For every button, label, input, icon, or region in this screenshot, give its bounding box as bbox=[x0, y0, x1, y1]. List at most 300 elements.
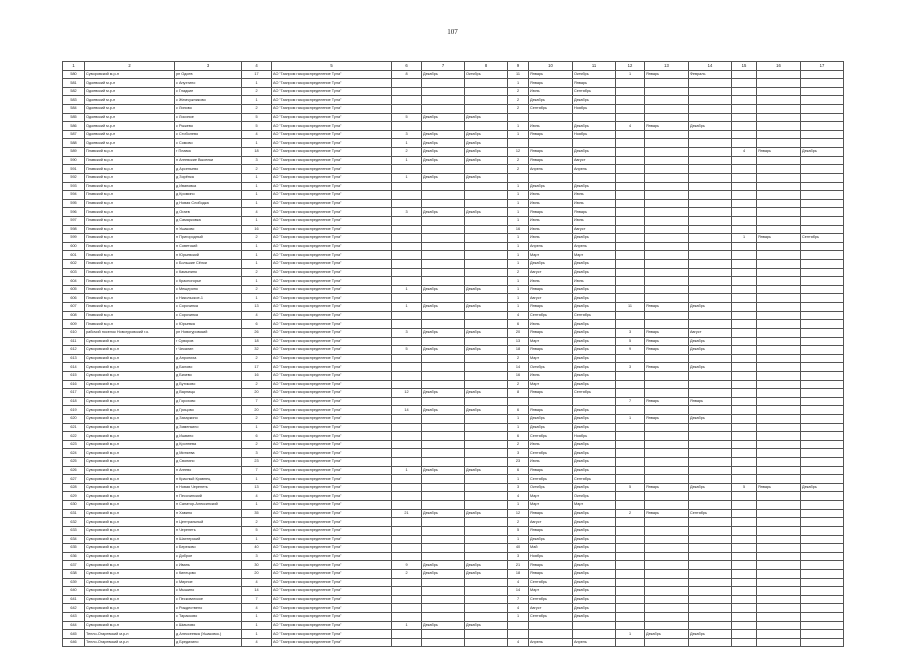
table-cell bbox=[645, 234, 689, 243]
table-cell: 1 bbox=[508, 208, 529, 217]
table-cell: с Доброе bbox=[175, 552, 242, 561]
table-cell bbox=[422, 268, 465, 277]
table-cell bbox=[757, 466, 801, 475]
table-cell bbox=[465, 225, 508, 234]
table-cell bbox=[757, 544, 801, 553]
table-cell bbox=[645, 354, 689, 363]
table-cell: Декабрь bbox=[465, 113, 508, 122]
table-cell bbox=[757, 526, 801, 535]
table-cell bbox=[732, 130, 757, 139]
table-cell: Суворовский м.р-н bbox=[85, 354, 175, 363]
table-cell bbox=[757, 191, 801, 200]
table-row bbox=[63, 165, 844, 174]
table-cell: Январь bbox=[529, 406, 573, 415]
table-cell bbox=[573, 113, 616, 122]
table-cell bbox=[616, 526, 645, 535]
table-cell: Декабрь bbox=[529, 260, 573, 269]
table-cell: 16 bbox=[508, 371, 529, 380]
table-cell: 1 bbox=[242, 501, 272, 510]
table-cell: 1 bbox=[392, 156, 422, 165]
table-cell bbox=[465, 234, 508, 243]
table-cell: 1 bbox=[508, 122, 529, 131]
table-cell: 1 bbox=[242, 423, 272, 432]
table-cell: Декабрь bbox=[465, 389, 508, 398]
table-cell bbox=[616, 294, 645, 303]
table-cell bbox=[801, 87, 844, 96]
table-cell bbox=[465, 483, 508, 492]
table-cell bbox=[689, 139, 732, 148]
table-cell bbox=[757, 535, 801, 544]
table-cell bbox=[616, 165, 645, 174]
table-cell: д Новая Слободка bbox=[175, 199, 242, 208]
table-cell: Декабрь bbox=[422, 328, 465, 337]
table-cell: Суворовский м.р-н bbox=[85, 526, 175, 535]
table-cell: АО "Газпром газораспределение Тула" bbox=[272, 544, 392, 553]
table-cell bbox=[508, 139, 529, 148]
table-row bbox=[63, 501, 844, 510]
table-cell bbox=[757, 346, 801, 355]
table-cell: Март bbox=[529, 501, 573, 510]
table-cell: Декабрь bbox=[465, 509, 508, 518]
table-cell bbox=[392, 587, 422, 596]
table-cell: 1 bbox=[616, 414, 645, 423]
table-cell: Октябрь bbox=[465, 70, 508, 79]
table-cell: Декабрь bbox=[465, 285, 508, 294]
table-cell: Декабрь bbox=[465, 130, 508, 139]
table-cell: 3 bbox=[392, 208, 422, 217]
table-cell: Декабрь bbox=[573, 613, 616, 622]
table-cell: 2 bbox=[508, 440, 529, 449]
table-cell bbox=[801, 414, 844, 423]
table-cell bbox=[689, 578, 732, 587]
table-cell bbox=[392, 191, 422, 200]
table-cell: Сентябрь bbox=[529, 578, 573, 587]
table-cell: с Мирное bbox=[175, 578, 242, 587]
table-cell bbox=[801, 389, 844, 398]
table-cell bbox=[465, 526, 508, 535]
table-cell bbox=[689, 320, 732, 329]
table-cell bbox=[645, 285, 689, 294]
table-cell: Плавский м.р-н bbox=[85, 320, 175, 329]
table-cell: 12 bbox=[392, 389, 422, 398]
table-cell: 1 bbox=[508, 303, 529, 312]
table-cell bbox=[392, 260, 422, 269]
table-cell bbox=[465, 458, 508, 467]
table-cell bbox=[732, 242, 757, 251]
table-cell: Январь bbox=[645, 328, 689, 337]
table-cell bbox=[392, 423, 422, 432]
table-cell bbox=[689, 501, 732, 510]
table-cell: 1 bbox=[242, 96, 272, 105]
table-cell: Суворовский м.р-н bbox=[85, 535, 175, 544]
table-cell bbox=[645, 225, 689, 234]
table-cell bbox=[689, 165, 732, 174]
table-cell bbox=[732, 268, 757, 277]
table-cell bbox=[616, 440, 645, 449]
table-cell: АО "Газпром газораспределение Тула" bbox=[272, 449, 392, 458]
table-cell bbox=[645, 311, 689, 320]
table-cell bbox=[801, 285, 844, 294]
table-cell: 605 bbox=[63, 285, 85, 294]
table-cell: Июнь bbox=[529, 216, 573, 225]
table-cell bbox=[757, 380, 801, 389]
table-cell: 1 bbox=[508, 130, 529, 139]
table-cell: 20 bbox=[242, 389, 272, 398]
table-cell: 1 bbox=[242, 79, 272, 88]
table-cell bbox=[732, 105, 757, 114]
table-cell bbox=[616, 501, 645, 510]
table-cell: 1 bbox=[508, 199, 529, 208]
table-cell: 3 bbox=[508, 449, 529, 458]
table-cell: Июнь bbox=[573, 277, 616, 286]
table-cell bbox=[732, 216, 757, 225]
table-cell: 4 bbox=[732, 148, 757, 157]
table-cell bbox=[757, 208, 801, 217]
table-cell bbox=[616, 268, 645, 277]
table-cell: Декабрь bbox=[573, 122, 616, 131]
table-cell: 644 bbox=[63, 621, 85, 630]
table-cell: рп Одоев bbox=[175, 70, 242, 79]
table-cell bbox=[757, 122, 801, 131]
table-cell bbox=[689, 285, 732, 294]
table-cell: Декабрь bbox=[573, 260, 616, 269]
table-cell: Декабрь bbox=[422, 509, 465, 518]
table-cell: 1 bbox=[242, 251, 272, 260]
table-row bbox=[63, 260, 844, 269]
table-cell bbox=[732, 458, 757, 467]
table-cell bbox=[732, 346, 757, 355]
table-cell bbox=[757, 139, 801, 148]
table-cell bbox=[689, 191, 732, 200]
table-cell: 6 bbox=[242, 432, 272, 441]
table-cell: АО "Газпром газораспределение Тула" bbox=[272, 569, 392, 578]
table-cell bbox=[392, 122, 422, 131]
table-cell bbox=[616, 277, 645, 286]
table-cell: Сентябрь bbox=[529, 613, 573, 622]
column-number-cell: 4 bbox=[242, 62, 272, 71]
table-cell bbox=[392, 182, 422, 191]
table-cell bbox=[757, 389, 801, 398]
table-cell: п Новая Черепеть bbox=[175, 483, 242, 492]
table-cell bbox=[392, 440, 422, 449]
table-cell: п Хавино bbox=[175, 509, 242, 518]
table-cell bbox=[732, 285, 757, 294]
column-number-cell: 6 bbox=[392, 62, 422, 71]
table-cell bbox=[801, 595, 844, 604]
table-cell: г Плавск bbox=[175, 148, 242, 157]
table-cell bbox=[801, 535, 844, 544]
table-cell: Декабрь bbox=[465, 173, 508, 182]
table-cell bbox=[689, 440, 732, 449]
table-cell bbox=[508, 113, 529, 122]
table-cell bbox=[465, 251, 508, 260]
table-cell: 20 bbox=[508, 328, 529, 337]
table-cell bbox=[465, 268, 508, 277]
table-cell bbox=[645, 423, 689, 432]
table-cell: 2 bbox=[242, 234, 272, 243]
table-cell bbox=[689, 130, 732, 139]
table-cell bbox=[645, 294, 689, 303]
table-cell bbox=[392, 294, 422, 303]
table-cell bbox=[732, 595, 757, 604]
table-cell: 595 bbox=[63, 199, 85, 208]
table-cell: Суворовский м.р-н bbox=[85, 587, 175, 596]
column-number-cell: 17 bbox=[801, 62, 844, 71]
table-cell: п Центральный bbox=[175, 518, 242, 527]
table-cell bbox=[392, 242, 422, 251]
table-cell bbox=[465, 475, 508, 484]
table-cell: с Шмыгово bbox=[175, 621, 242, 630]
table-cell bbox=[645, 466, 689, 475]
table-cell bbox=[689, 432, 732, 441]
table-cell bbox=[689, 225, 732, 234]
table-cell bbox=[616, 518, 645, 527]
table-cell bbox=[645, 595, 689, 604]
table-cell: Январь bbox=[645, 363, 689, 372]
table-cell: Август bbox=[529, 518, 573, 527]
table-cell: Январь bbox=[645, 397, 689, 406]
table-cell bbox=[757, 432, 801, 441]
table-cell: Декабрь bbox=[573, 294, 616, 303]
table-cell: д Горохово bbox=[175, 397, 242, 406]
table-cell bbox=[465, 587, 508, 596]
table-cell: 635 bbox=[63, 544, 85, 553]
table-cell bbox=[732, 389, 757, 398]
table-cell bbox=[689, 380, 732, 389]
table-cell: АО "Газпром газораспределение Тула" bbox=[272, 216, 392, 225]
table-cell: 13 bbox=[242, 303, 272, 312]
table-cell: 2 bbox=[508, 105, 529, 114]
table-cell: д Свонино bbox=[175, 458, 242, 467]
table-cell: АО "Газпром газораспределение Тула" bbox=[272, 509, 392, 518]
table-cell: Январь bbox=[529, 303, 573, 312]
table-cell bbox=[422, 458, 465, 467]
table-cell: Апрель bbox=[529, 242, 573, 251]
table-cell bbox=[465, 423, 508, 432]
table-cell bbox=[645, 535, 689, 544]
table-cell: п Красный Кравнец bbox=[175, 475, 242, 484]
table-cell: Декабрь bbox=[529, 423, 573, 432]
table-cell: Декабрь bbox=[465, 621, 508, 630]
table-cell: Декабрь bbox=[573, 509, 616, 518]
table-cell: с Большие Сёлки bbox=[175, 260, 242, 269]
table-cell bbox=[392, 397, 422, 406]
table-cell bbox=[801, 423, 844, 432]
table-cell bbox=[757, 294, 801, 303]
table-cell: Суворовский м.р-н bbox=[85, 70, 175, 79]
table-cell: Июнь bbox=[529, 371, 573, 380]
table-cell bbox=[801, 139, 844, 148]
table-cell: п Санатор-Алексинский bbox=[175, 501, 242, 510]
table-cell: АО "Газпром газораспределение Тула" bbox=[272, 191, 392, 200]
table-cell bbox=[732, 406, 757, 415]
table-cell: Суворовский м.р-н bbox=[85, 389, 175, 398]
table-cell: 4 bbox=[242, 638, 272, 647]
table-cell: п Агеевские Выселки bbox=[175, 156, 242, 165]
table-cell: 4 bbox=[508, 578, 529, 587]
table-cell: 12 bbox=[508, 509, 529, 518]
table-cell: Суворовский м.р-н bbox=[85, 432, 175, 441]
table-cell: Декабрь bbox=[573, 320, 616, 329]
table-cell bbox=[392, 363, 422, 372]
table-cell: Декабрь bbox=[573, 578, 616, 587]
table-cell: 588 bbox=[63, 139, 85, 148]
table-cell bbox=[757, 70, 801, 79]
table-cell: с Красногорье bbox=[175, 277, 242, 286]
table-row bbox=[63, 354, 844, 363]
table-cell: Декабрь bbox=[573, 337, 616, 346]
table-cell bbox=[465, 449, 508, 458]
table-row bbox=[63, 182, 844, 191]
table-cell bbox=[529, 139, 573, 148]
table-cell bbox=[689, 354, 732, 363]
column-number-cell: 13 bbox=[645, 62, 689, 71]
table-cell bbox=[645, 79, 689, 88]
table-cell: с Жемчужниково bbox=[175, 96, 242, 105]
table-cell: 1 bbox=[242, 173, 272, 182]
table-cell: Суворовский м.р-н bbox=[85, 406, 175, 415]
table-cell bbox=[422, 526, 465, 535]
table-cell: Декабрь bbox=[573, 518, 616, 527]
table-cell: 4 bbox=[242, 492, 272, 501]
table-cell bbox=[392, 337, 422, 346]
table-cell: Одоевский м.р-н bbox=[85, 130, 175, 139]
table-cell: Плавский м.р-н bbox=[85, 191, 175, 200]
table-cell: Декабрь bbox=[573, 328, 616, 337]
table-cell: Июнь bbox=[529, 191, 573, 200]
table-cell: 621 bbox=[63, 423, 85, 432]
table-cell bbox=[645, 578, 689, 587]
table-cell: Январь bbox=[645, 122, 689, 131]
table-cell bbox=[689, 406, 732, 415]
table-cell: 7 bbox=[242, 595, 272, 604]
table-cell bbox=[801, 337, 844, 346]
table-cell: АО "Газпром газораспределение Тула" bbox=[272, 466, 392, 475]
table-row bbox=[63, 509, 844, 518]
table-cell: Плавский м.р-н bbox=[85, 268, 175, 277]
table-cell: Плавский м.р-н bbox=[85, 311, 175, 320]
table-cell: Плавский м.р-н bbox=[85, 251, 175, 260]
table-cell bbox=[689, 613, 732, 622]
table-row bbox=[63, 225, 844, 234]
table-row bbox=[63, 613, 844, 622]
table-cell: 1 bbox=[508, 251, 529, 260]
table-cell: Декабрь bbox=[422, 303, 465, 312]
table-cell: 16 bbox=[508, 225, 529, 234]
table-cell bbox=[616, 311, 645, 320]
table-cell: 4 bbox=[242, 578, 272, 587]
table-cell: АО "Газпром газораспределение Тула" bbox=[272, 268, 392, 277]
table-row bbox=[63, 526, 844, 535]
table-cell: Декабрь bbox=[465, 561, 508, 570]
table-cell bbox=[616, 148, 645, 157]
table-cell: с Рождествено bbox=[175, 604, 242, 613]
column-number-cell: 1 bbox=[63, 62, 85, 71]
table-cell bbox=[689, 552, 732, 561]
table-cell: Сентябрь bbox=[689, 509, 732, 518]
table-cell bbox=[422, 604, 465, 613]
table-row bbox=[63, 79, 844, 88]
table-cell bbox=[732, 354, 757, 363]
table-cell bbox=[465, 277, 508, 286]
table-cell: д Самарковка bbox=[175, 216, 242, 225]
table-cell: АО "Газпром газораспределение Тула" bbox=[272, 346, 392, 355]
table-cell: 2 bbox=[508, 96, 529, 105]
table-cell: 23 bbox=[508, 458, 529, 467]
table-row bbox=[63, 87, 844, 96]
table-cell bbox=[801, 320, 844, 329]
table-cell bbox=[757, 251, 801, 260]
table-cell bbox=[616, 578, 645, 587]
table-cell: 14 bbox=[508, 363, 529, 372]
table-cell: 30 bbox=[242, 561, 272, 570]
table-cell bbox=[645, 475, 689, 484]
table-cell: д Кроннева bbox=[175, 440, 242, 449]
table-cell: Сентябрь bbox=[573, 475, 616, 484]
table-row bbox=[63, 604, 844, 613]
table-cell: Январь bbox=[529, 70, 573, 79]
table-cell: Июнь bbox=[529, 199, 573, 208]
table-cell: с Юрьевка bbox=[175, 320, 242, 329]
table-cell: 14 bbox=[242, 587, 272, 596]
table-cell: 3 bbox=[616, 363, 645, 372]
table-cell bbox=[757, 561, 801, 570]
table-cell: с Песковатское bbox=[175, 595, 242, 604]
table-cell: 2 bbox=[508, 156, 529, 165]
table-cell bbox=[732, 225, 757, 234]
table-cell: 1 bbox=[392, 621, 422, 630]
table-cell bbox=[801, 191, 844, 200]
table-cell bbox=[465, 595, 508, 604]
table-cell: Январь bbox=[529, 79, 573, 88]
table-cell bbox=[732, 630, 757, 639]
table-cell bbox=[801, 371, 844, 380]
table-cell bbox=[616, 285, 645, 294]
table-cell: 4 bbox=[242, 130, 272, 139]
table-cell bbox=[645, 130, 689, 139]
table-row bbox=[63, 346, 844, 355]
table-cell bbox=[757, 105, 801, 114]
table-cell: АО "Газпром газораспределение Тула" bbox=[272, 587, 392, 596]
table-row bbox=[63, 148, 844, 157]
table-cell bbox=[732, 423, 757, 432]
table-cell bbox=[422, 630, 465, 639]
table-row bbox=[63, 191, 844, 200]
table-cell: 1 bbox=[508, 535, 529, 544]
table-cell: АО "Газпром газораспределение Тула" bbox=[272, 165, 392, 174]
table-cell: Декабрь bbox=[573, 268, 616, 277]
table-cell: Декабрь bbox=[573, 526, 616, 535]
table-cell: Декабрь bbox=[529, 182, 573, 191]
table-cell: 1 bbox=[508, 423, 529, 432]
table-cell: 6 bbox=[508, 320, 529, 329]
table-cell bbox=[757, 113, 801, 122]
table-cell bbox=[732, 260, 757, 269]
table-row bbox=[63, 544, 844, 553]
table-cell: 1 bbox=[392, 285, 422, 294]
table-cell: с Тарасково bbox=[175, 613, 242, 622]
table-cell: Плавский м.р-н bbox=[85, 294, 175, 303]
table-cell: АО "Газпром газораспределение Тула" bbox=[272, 242, 392, 251]
table-cell: 2 bbox=[508, 380, 529, 389]
table-cell bbox=[801, 328, 844, 337]
table-cell: АО "Газпром газораспределение Тула" bbox=[272, 277, 392, 286]
table-cell: 4 bbox=[242, 604, 272, 613]
table-cell bbox=[422, 544, 465, 553]
table-cell: д Арсеньево bbox=[175, 165, 242, 174]
table-cell: 2 bbox=[508, 354, 529, 363]
table-cell bbox=[689, 389, 732, 398]
